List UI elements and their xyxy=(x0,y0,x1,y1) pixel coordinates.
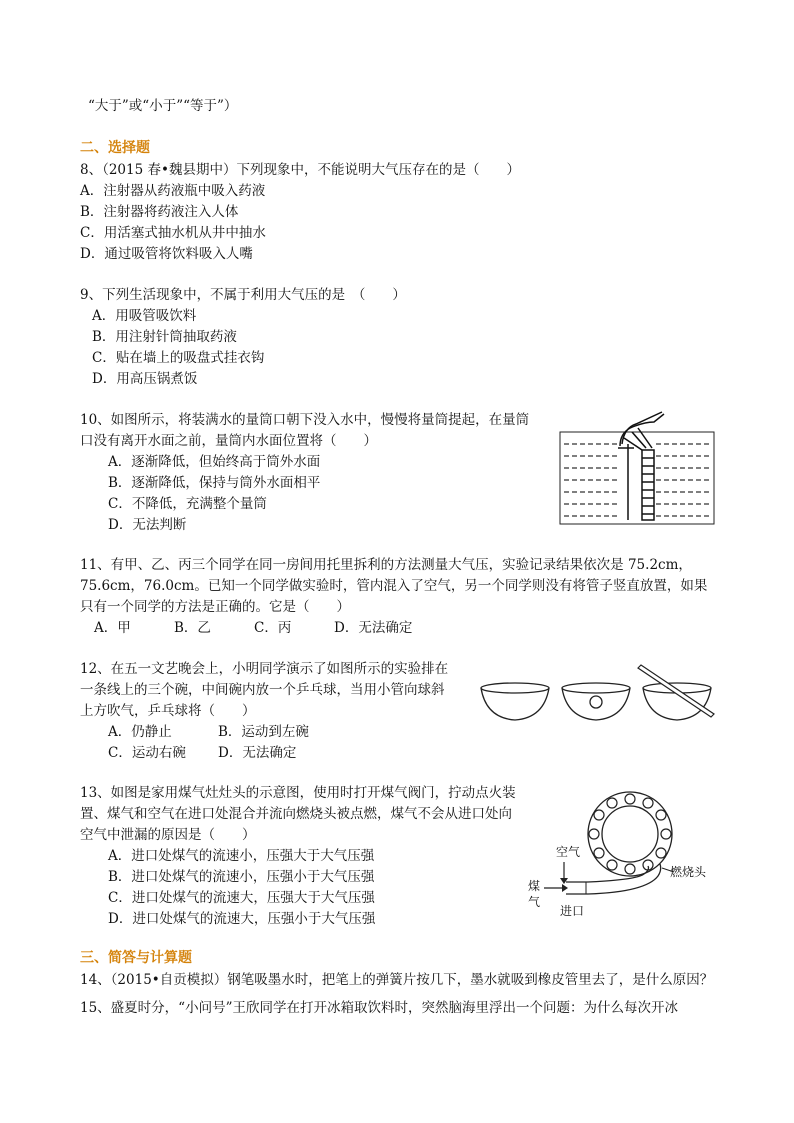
question-8-stem: 8、（2015 春•魏县期中）下列现象中，不能说明大气压存在的是（ ） xyxy=(80,162,520,178)
question-10-stem-line2: 口没有离开水面之前，量筒内水面位置将（ ） xyxy=(80,433,377,449)
figure-label-inlet: 进口 xyxy=(560,904,585,918)
figure-label-air: 空气 xyxy=(556,845,581,859)
question-10-option-d: D．无法判断 xyxy=(108,517,187,533)
question-13-stem-line2: 置、煤气和空气在进口处混合并流向燃烧头被点燃，煤气不会从进口处向 xyxy=(80,806,512,822)
question-11-stem-line1: 11、有甲、乙、丙三个同学在同一房间用托里拆利的方法测量大气压，实验记录结果依次是 75.2cm， xyxy=(80,557,692,573)
question-12-option-a: A．仍静止 xyxy=(108,724,172,740)
question-9-option-c: C．贴在墙上的吸盘式挂衣钩 xyxy=(92,350,265,366)
figure-label-burner: 燃烧头 xyxy=(670,865,707,879)
question-12-stem-line2: 一条线上的三个碗，中间碗内放一个乒乓球，当用小管向球斜 xyxy=(80,682,445,698)
question-10-stem-line1: 10、如图所示，将装满水的量筒口朝下没入水中，慢慢将量筒提起，在量筒 xyxy=(80,412,530,428)
question-12-stem-line3: 上方吹气，乒乓球将（ ） xyxy=(80,703,256,719)
question-9-option-d: D．用高压锅煮饭 xyxy=(92,371,198,387)
question-14: 14、（2015•自贡模拟）钢笔吸墨水时，把笔上的弹簧片按几下，墨水就吸到橡皮管里去了，是什么原因？ xyxy=(80,972,714,988)
question-10-option-a: A．逐渐降低，但始终高于筒外水面 xyxy=(108,454,321,470)
question-12-option-b: B．运动到左碗 xyxy=(218,724,309,740)
question-13-option-d: D．进口处煤气的流速大，压强小于大气压强 xyxy=(108,911,376,927)
question-9-option-a: A．用吸管吸饮料 xyxy=(92,308,197,324)
three-bowls-figure xyxy=(478,664,718,728)
question-11-stem-line2: 75.6cm，76.0cm。已知一个同学做实验时，管内混入了空气，另一个同学则没有将管子竖直放置，如果 xyxy=(80,578,708,594)
question-10-option-b: B．逐渐降低，保持与筒外水面相平 xyxy=(108,475,321,491)
question-10-option-c: C．不降低，充满整个量筒 xyxy=(108,496,267,512)
question-11-option-b: B．乙 xyxy=(174,620,211,636)
question-8-option-c: C．用活塞式抽水机从井中抽水 xyxy=(80,225,266,241)
question-8-option-a: A．注射器从药液瓶中吸入药液 xyxy=(80,183,266,199)
figure-label-gas-top: 煤 xyxy=(528,879,541,893)
question-11-option-d: D．无法确定 xyxy=(334,620,413,636)
section-title-short-answer: 三、简答与计算题 xyxy=(80,950,192,966)
section-title-choice: 二、选择题 xyxy=(80,140,150,156)
question-13-option-b: B．进口处煤气的流速小，压强小于大气压强 xyxy=(108,869,375,885)
question-12-stem-line1: 12、在五一文艺晚会上，小明同学演示了如图所示的实验排在 xyxy=(80,661,449,677)
question-12-option-d: D．无法确定 xyxy=(218,745,297,761)
question-13-option-c: C．进口处煤气的流速大，压强大于大气压强 xyxy=(108,890,375,906)
question-13-stem-line3: 空气中泄漏的原因是（ ） xyxy=(80,827,256,843)
question-13-option-a: A．进口处煤气的流速小，压强大于大气压强 xyxy=(108,848,375,864)
intro-line: “大于”或“小于”“等于”） xyxy=(88,98,238,114)
question-8-option-d: D．通过吸管将饮料吸入人嘴 xyxy=(80,246,253,262)
question-8-option-b: B．注射器将药液注入人体 xyxy=(80,204,239,220)
question-15: 15、盛夏时分，“小问号”王欣同学在打开冰箱取饮料时，突然脑海里浮出一个问题：为什么每次开冰 xyxy=(80,1000,678,1016)
question-13-stem-line1: 13、如图是家用煤气灶灶头的示意图，使用时打开煤气阀门，拧动点火装 xyxy=(80,785,516,801)
figure-label-gas-bottom: 气 xyxy=(528,895,541,909)
question-9-option-b: B．用注射针筒抽取药液 xyxy=(92,329,237,345)
question-12-option-c: C．运动右碗 xyxy=(108,745,186,761)
question-11-option-c: C．丙 xyxy=(254,620,292,636)
question-9-stem: 9、下列生活现象中，不属于利用大气压的是 （ ） xyxy=(80,287,406,303)
graduated-cylinder-figure xyxy=(558,404,718,528)
question-11-stem-line3: 只有一个同学的方法是正确的。它是（ ） xyxy=(80,599,350,615)
question-11-option-a: A．甲 xyxy=(94,620,131,636)
